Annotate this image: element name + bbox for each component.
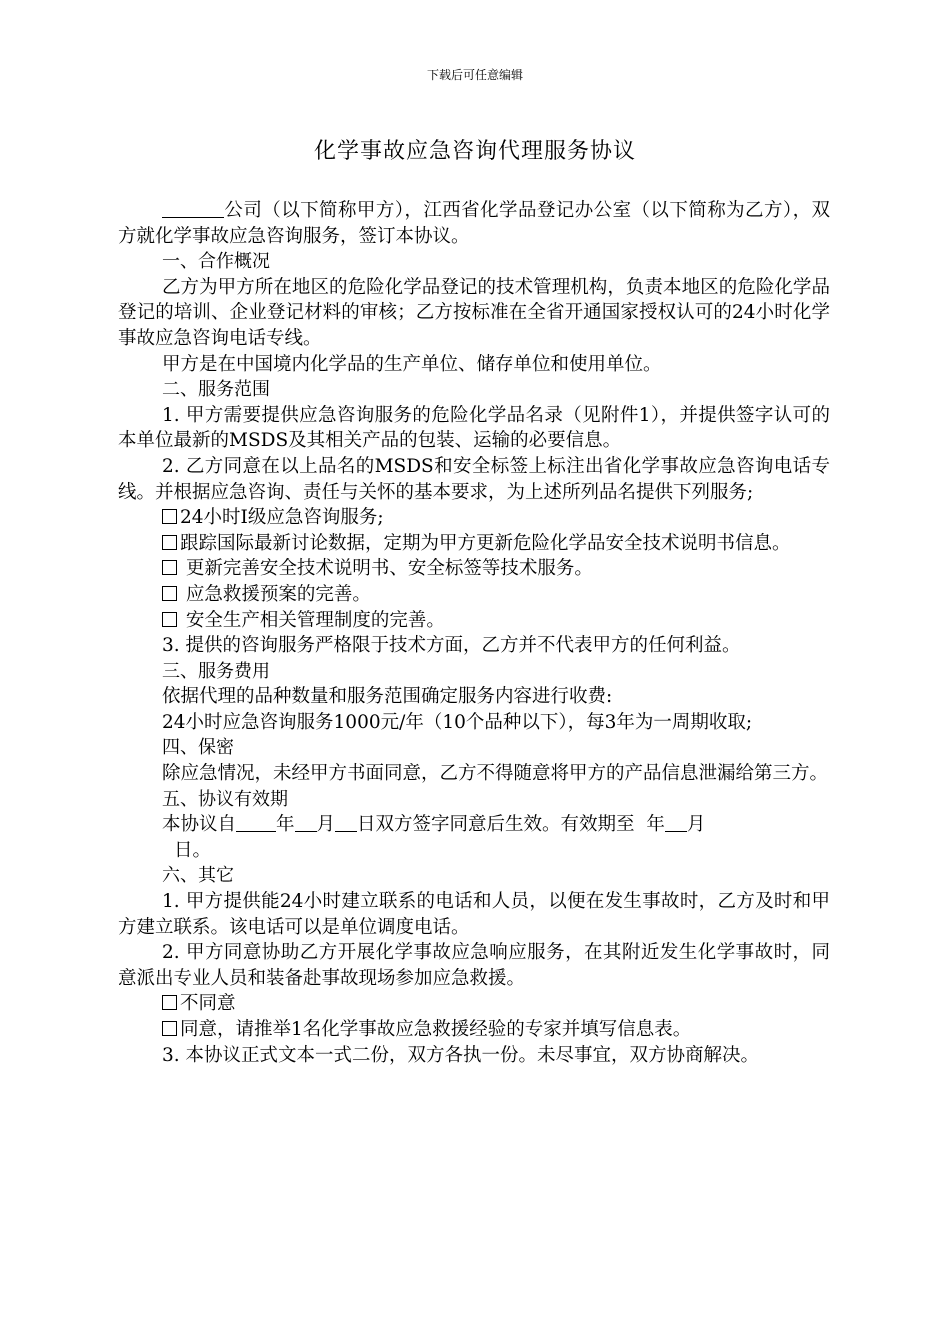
section-3-p1: 依据代理的品种数量和服务范围确定服务内容进行收费: (162, 686, 613, 708)
section-4-heading: 四、保密 (162, 737, 234, 759)
section-1-p2: 甲方是在中国境内化学品的生产单位、储存单位和使用单位。 (162, 353, 662, 375)
section-6-p2: 2. 甲方同意协助乙方开展化学事故应急响应服务，在其附近发生化学事故时，同意派出专业人员和装备赴事故现场参加应急救援。 (118, 942, 830, 989)
option-label: 跟踪国际最新讨论数据，定期为甲方更新危险化学品安全技术说明书信息。 (180, 532, 791, 554)
section-6-p3: 3. 本协议正式文本一式二份，双方各执一份。未尽事宜，双方协商解决。 (162, 1044, 760, 1066)
option-row (118, 608, 830, 634)
section-1-p1: 乙方为甲方所在地区的危险化学品登记的技术管理机构，负责本地区的危险化学品登记的培训、企业登记材料的审核；乙方按标准在全省开通国家授权认可的24小时化学事故应急咨询电话专线。 (118, 276, 830, 349)
option-row (118, 1017, 830, 1043)
section-2-p1: 1. 甲方需要提供应急咨询服务的危险化学品名录（见附件1），并提供签字认可的本单位最新的MSDS及其相关产品的包装、运输的必要信息。 (118, 404, 830, 452)
section-6-heading: 六、其它 (162, 865, 234, 887)
page-title: 化学事故应急咨询代理服务协议 (313, 139, 636, 164)
option-row (118, 505, 830, 531)
section-3-heading: 三、服务费用 (162, 660, 270, 682)
end-month-blank[interactable] (665, 813, 687, 832)
validity-text: 月 (686, 814, 706, 836)
checkbox[interactable] (162, 1021, 177, 1036)
validity-text: 日。 (174, 839, 212, 861)
company-name-blank[interactable] (162, 199, 224, 218)
checkbox[interactable] (162, 612, 177, 627)
option-label: 同意，请推举1名化学事故应急救援经验的专家并填写信息表。 (180, 1019, 692, 1040)
checkbox[interactable] (162, 586, 177, 601)
start-month-blank[interactable] (295, 813, 317, 832)
section-4-p1: 除应急情况，未经甲方书面同意，乙方不得随意将甲方的产品信息泄漏给第三方。 (162, 763, 829, 785)
start-day-blank[interactable] (335, 813, 357, 832)
section-6-p1: 1. 甲方提供能24小时建立联系的电话和人员，以便在发生事故时，乙方及时和甲方建立联系。该电话可以是单位调度电话。 (118, 891, 830, 938)
checkbox[interactable] (162, 995, 177, 1010)
section-2-p2: 2. 乙方同意在以上品名的MSDS和安全标签上标注出省化学事故应急咨询电话专线。并根据应急咨询、责任与关怀的基本要求，为上述所列品名提供下列服务; (118, 455, 830, 503)
section-2-heading: 二、服务范围 (162, 379, 270, 401)
option-row (118, 991, 830, 1017)
validity-text: 本协议自 (162, 814, 237, 836)
option-label: 更新完善安全技术说明书、安全标签等技术服务。 (180, 558, 593, 580)
validity-text: 日双方签字同意后生效。有效期至 (357, 814, 635, 836)
option-row (118, 531, 830, 557)
checkbox[interactable] (162, 509, 177, 524)
section-1-heading: 一、合作概况 (162, 251, 270, 273)
start-year-blank[interactable] (236, 813, 276, 832)
validity-text: 月 (316, 814, 336, 836)
option-row (118, 582, 830, 608)
validity-text: 年 (646, 814, 665, 836)
validity-paragraph (118, 812, 830, 863)
intro-text: 公司（以下简称甲方），江西省化学品登记办公室（以下简称为乙方），双方就化学事故应急咨询服务，签订本协议。 (118, 200, 830, 247)
header-note: 下载后可任意编辑 (426, 68, 523, 82)
option-label: 安全生产相关管理制度的完善。 (180, 609, 445, 631)
intro-paragraph (118, 198, 830, 249)
checkbox[interactable] (162, 560, 177, 575)
option-label: 不同意 (180, 993, 236, 1015)
checkbox[interactable] (162, 535, 177, 550)
option-label: 应急救援预案的完善。 (180, 583, 371, 605)
section-2-p3: 3. 提供的咨询服务严格限于技术方面，乙方并不代表甲方的任何利益。 (162, 635, 741, 657)
section-5-heading: 五、协议有效期 (162, 788, 288, 810)
section-3-p2: 24小时应急咨询服务1000元/年（10个品种以下），每3年为一周期收取; (162, 711, 753, 733)
agreement-body (118, 198, 830, 1068)
option-row (118, 556, 830, 582)
validity-text: 年 (276, 814, 295, 836)
option-label: 24小时Ⅰ级应急咨询服务; (180, 507, 384, 529)
